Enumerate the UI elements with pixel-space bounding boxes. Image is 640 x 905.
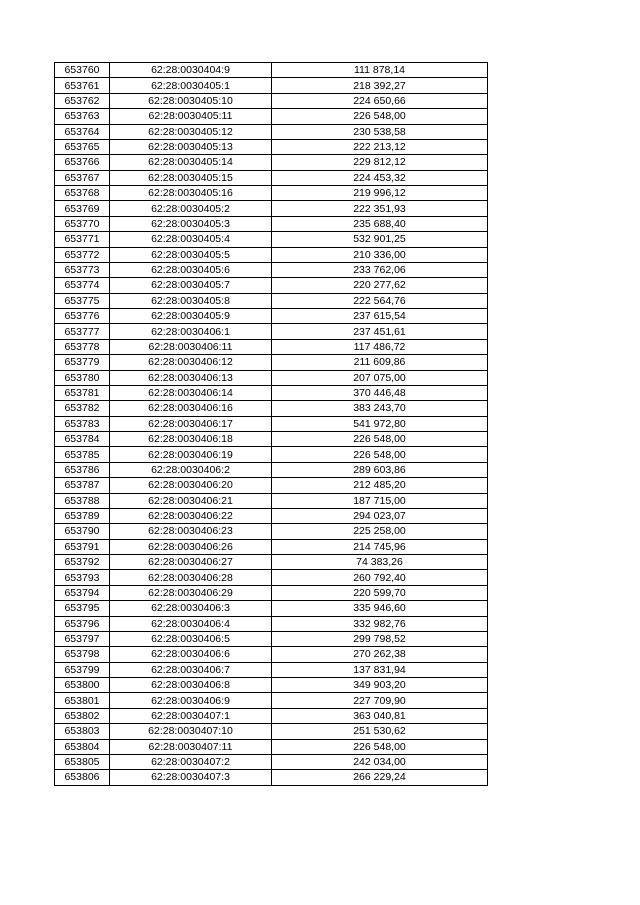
table-row — [55, 601, 488, 616]
table-row — [55, 385, 488, 400]
value-cell: 220 277,62 — [272, 278, 488, 293]
value-cell: 187 715,00 — [272, 493, 488, 508]
table-row — [55, 63, 488, 78]
value-cell: 230 538,58 — [272, 124, 488, 139]
value-cell: 224 650,66 — [272, 93, 488, 108]
value-cell: 227 709,90 — [272, 693, 488, 708]
table-row — [55, 278, 488, 293]
table-row — [55, 493, 488, 508]
cadastral-number-cell: 62:28:0030407:2 — [110, 754, 272, 769]
row-number-cell: 653804 — [55, 739, 110, 754]
value-cell: 212 485,20 — [272, 478, 488, 493]
value-cell: 541 972,80 — [272, 416, 488, 431]
row-number-cell: 653794 — [55, 585, 110, 600]
table-row — [55, 447, 488, 462]
cadastral-number-cell: 62:28:0030406:6 — [110, 647, 272, 662]
cadastral-number-cell: 62:28:0030405:3 — [110, 216, 272, 231]
registry-table — [54, 62, 488, 786]
row-number-cell: 653760 — [55, 63, 110, 78]
row-number-cell: 653793 — [55, 570, 110, 585]
row-number-cell: 653767 — [55, 170, 110, 185]
cadastral-number-cell: 62:28:0030405:9 — [110, 309, 272, 324]
table-row — [55, 524, 488, 539]
row-number-cell: 653797 — [55, 631, 110, 646]
value-cell: 225 258,00 — [272, 524, 488, 539]
value-cell: 332 982,76 — [272, 616, 488, 631]
table-row — [55, 201, 488, 216]
cadastral-number-cell: 62:28:0030407:3 — [110, 770, 272, 785]
value-cell: 207 075,00 — [272, 370, 488, 385]
table-row — [55, 432, 488, 447]
table-row — [55, 355, 488, 370]
value-cell: 270 262,38 — [272, 647, 488, 662]
table-row — [55, 186, 488, 201]
value-cell: 222 351,93 — [272, 201, 488, 216]
cadastral-number-cell: 62:28:0030405:4 — [110, 232, 272, 247]
row-number-cell: 653774 — [55, 278, 110, 293]
table-row — [55, 754, 488, 769]
cadastral-number-cell: 62:28:0030406:26 — [110, 539, 272, 554]
value-cell: 220 599,70 — [272, 585, 488, 600]
row-number-cell: 653772 — [55, 247, 110, 262]
table-row — [55, 555, 488, 570]
row-number-cell: 653768 — [55, 186, 110, 201]
row-number-cell: 653785 — [55, 447, 110, 462]
table-row — [55, 508, 488, 523]
cadastral-number-cell: 62:28:0030405:14 — [110, 155, 272, 170]
cadastral-number-cell: 62:28:0030405:2 — [110, 201, 272, 216]
cadastral-number-cell: 62:28:0030405:15 — [110, 170, 272, 185]
value-cell: 210 336,00 — [272, 247, 488, 262]
row-number-cell: 653763 — [55, 109, 110, 124]
row-number-cell: 653761 — [55, 78, 110, 93]
row-number-cell: 653779 — [55, 355, 110, 370]
table-row — [55, 309, 488, 324]
row-number-cell: 653762 — [55, 93, 110, 108]
cadastral-number-cell: 62:28:0030405:11 — [110, 109, 272, 124]
row-number-cell: 653771 — [55, 232, 110, 247]
row-number-cell: 653803 — [55, 724, 110, 739]
cadastral-number-cell: 62:28:0030406:9 — [110, 693, 272, 708]
value-cell: 532 901,25 — [272, 232, 488, 247]
row-number-cell: 653775 — [55, 293, 110, 308]
row-number-cell: 653806 — [55, 770, 110, 785]
value-cell: 242 034,00 — [272, 754, 488, 769]
row-number-cell: 653784 — [55, 432, 110, 447]
value-cell: 222 564,76 — [272, 293, 488, 308]
table-row — [55, 739, 488, 754]
row-number-cell: 653790 — [55, 524, 110, 539]
cadastral-number-cell: 62:28:0030406:1 — [110, 324, 272, 339]
cadastral-number-cell: 62:28:0030405:6 — [110, 262, 272, 277]
row-number-cell: 653787 — [55, 478, 110, 493]
table-row — [55, 370, 488, 385]
table-row — [55, 478, 488, 493]
table-row — [55, 216, 488, 231]
row-number-cell: 653788 — [55, 493, 110, 508]
table-row — [55, 647, 488, 662]
value-cell: 266 229,24 — [272, 770, 488, 785]
row-number-cell: 653781 — [55, 385, 110, 400]
row-number-cell: 653764 — [55, 124, 110, 139]
table-row — [55, 109, 488, 124]
cadastral-number-cell: 62:28:0030406:5 — [110, 631, 272, 646]
row-number-cell: 653765 — [55, 139, 110, 154]
table-row — [55, 170, 488, 185]
cadastral-number-cell: 62:28:0030405:1 — [110, 78, 272, 93]
cadastral-number-cell: 62:28:0030406:29 — [110, 585, 272, 600]
row-number-cell: 653796 — [55, 616, 110, 631]
value-cell: 363 040,81 — [272, 708, 488, 723]
cadastral-number-cell: 62:28:0030405:13 — [110, 139, 272, 154]
cadastral-number-cell: 62:28:0030407:11 — [110, 739, 272, 754]
value-cell: 289 603,86 — [272, 462, 488, 477]
value-cell: 237 615,54 — [272, 309, 488, 324]
row-number-cell: 653776 — [55, 309, 110, 324]
table-row — [55, 293, 488, 308]
cadastral-number-cell: 62:28:0030407:1 — [110, 708, 272, 723]
cadastral-number-cell: 62:28:0030406:21 — [110, 493, 272, 508]
value-cell: 117 486,72 — [272, 339, 488, 354]
row-number-cell: 653798 — [55, 647, 110, 662]
row-number-cell: 653795 — [55, 601, 110, 616]
cadastral-number-cell: 62:28:0030406:27 — [110, 555, 272, 570]
table-row — [55, 770, 488, 785]
cadastral-number-cell: 62:28:0030406:18 — [110, 432, 272, 447]
value-cell: 235 688,40 — [272, 216, 488, 231]
table-row — [55, 339, 488, 354]
table-row — [55, 631, 488, 646]
cadastral-number-cell: 62:28:0030406:23 — [110, 524, 272, 539]
value-cell: 383 243,70 — [272, 401, 488, 416]
value-cell: 299 798,52 — [272, 631, 488, 646]
row-number-cell: 653802 — [55, 708, 110, 723]
cadastral-number-cell: 62:28:0030406:20 — [110, 478, 272, 493]
cadastral-number-cell: 62:28:0030406:16 — [110, 401, 272, 416]
table-row — [55, 616, 488, 631]
cadastral-number-cell: 62:28:0030406:7 — [110, 662, 272, 677]
table-row — [55, 693, 488, 708]
value-cell: 226 548,00 — [272, 739, 488, 754]
cadastral-number-cell: 62:28:0030407:10 — [110, 724, 272, 739]
cadastral-number-cell: 62:28:0030406:2 — [110, 462, 272, 477]
row-number-cell: 653778 — [55, 339, 110, 354]
table-row — [55, 232, 488, 247]
row-number-cell: 653786 — [55, 462, 110, 477]
cadastral-number-cell: 62:28:0030406:28 — [110, 570, 272, 585]
value-cell: 335 946,60 — [272, 601, 488, 616]
row-number-cell: 653800 — [55, 678, 110, 693]
value-cell: 294 023,07 — [272, 508, 488, 523]
table-row — [55, 324, 488, 339]
table-row — [55, 139, 488, 154]
cadastral-number-cell: 62:28:0030406:17 — [110, 416, 272, 431]
table-row — [55, 724, 488, 739]
table-row — [55, 78, 488, 93]
value-cell: 211 609,86 — [272, 355, 488, 370]
row-number-cell: 653777 — [55, 324, 110, 339]
table-row — [55, 585, 488, 600]
row-number-cell: 653805 — [55, 754, 110, 769]
cadastral-number-cell: 62:28:0030405:12 — [110, 124, 272, 139]
table-row — [55, 262, 488, 277]
registry-table-body — [55, 63, 488, 786]
value-cell: 222 213,12 — [272, 139, 488, 154]
table-row — [55, 247, 488, 262]
table-row — [55, 155, 488, 170]
table-row — [55, 416, 488, 431]
cadastral-number-cell: 62:28:0030406:8 — [110, 678, 272, 693]
table-row — [55, 462, 488, 477]
cadastral-number-cell: 62:28:0030406:3 — [110, 601, 272, 616]
cadastral-number-cell: 62:28:0030406:19 — [110, 447, 272, 462]
value-cell: 226 548,00 — [272, 447, 488, 462]
table-row — [55, 401, 488, 416]
value-cell: 260 792,40 — [272, 570, 488, 585]
value-cell: 370 446,48 — [272, 385, 488, 400]
cadastral-number-cell: 62:28:0030406:13 — [110, 370, 272, 385]
row-number-cell: 653773 — [55, 262, 110, 277]
table-row — [55, 124, 488, 139]
row-number-cell: 653789 — [55, 508, 110, 523]
table-row — [55, 539, 488, 554]
cadastral-number-cell: 62:28:0030406:11 — [110, 339, 272, 354]
row-number-cell: 653783 — [55, 416, 110, 431]
row-number-cell: 653799 — [55, 662, 110, 677]
row-number-cell: 653780 — [55, 370, 110, 385]
cadastral-number-cell: 62:28:0030405:10 — [110, 93, 272, 108]
value-cell: 214 745,96 — [272, 539, 488, 554]
row-number-cell: 653792 — [55, 555, 110, 570]
value-cell: 218 392,27 — [272, 78, 488, 93]
cadastral-number-cell: 62:28:0030404:9 — [110, 63, 272, 78]
value-cell: 233 762,06 — [272, 262, 488, 277]
table-row — [55, 93, 488, 108]
value-cell: 226 548,00 — [272, 432, 488, 447]
cadastral-number-cell: 62:28:0030405:5 — [110, 247, 272, 262]
value-cell: 237 451,61 — [272, 324, 488, 339]
cadastral-number-cell: 62:28:0030406:4 — [110, 616, 272, 631]
table-row — [55, 662, 488, 677]
table-row — [55, 678, 488, 693]
row-number-cell: 653782 — [55, 401, 110, 416]
row-number-cell: 653769 — [55, 201, 110, 216]
value-cell: 74 383,26 — [272, 555, 488, 570]
row-number-cell: 653770 — [55, 216, 110, 231]
value-cell: 224 453,32 — [272, 170, 488, 185]
value-cell: 349 903,20 — [272, 678, 488, 693]
row-number-cell: 653791 — [55, 539, 110, 554]
cadastral-number-cell: 62:28:0030405:8 — [110, 293, 272, 308]
row-number-cell: 653801 — [55, 693, 110, 708]
table-row — [55, 708, 488, 723]
cadastral-number-cell: 62:28:0030405:16 — [110, 186, 272, 201]
value-cell: 111 878,14 — [272, 63, 488, 78]
row-number-cell: 653766 — [55, 155, 110, 170]
value-cell: 229 812,12 — [272, 155, 488, 170]
value-cell: 137 831,94 — [272, 662, 488, 677]
cadastral-number-cell: 62:28:0030406:12 — [110, 355, 272, 370]
cadastral-number-cell: 62:28:0030406:22 — [110, 508, 272, 523]
value-cell: 226 548,00 — [272, 109, 488, 124]
value-cell: 251 530,62 — [272, 724, 488, 739]
cadastral-number-cell: 62:28:0030406:14 — [110, 385, 272, 400]
cadastral-number-cell: 62:28:0030405:7 — [110, 278, 272, 293]
value-cell: 219 996,12 — [272, 186, 488, 201]
table-row — [55, 570, 488, 585]
